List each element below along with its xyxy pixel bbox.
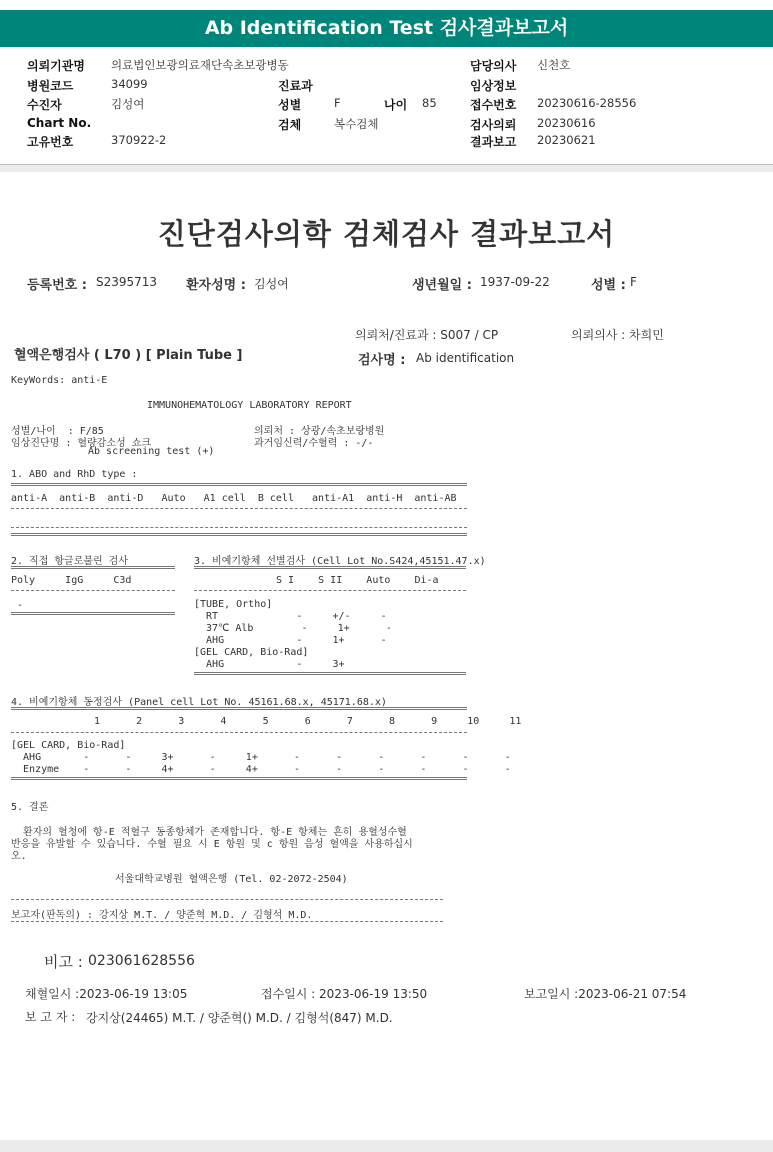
section-2-title: 2. 직접 항글로불린 검사 — [11, 556, 129, 567]
receipt-no-label: 접수번호 — [470, 98, 517, 112]
chart-no-label: Chart No. — [27, 116, 92, 130]
bottom-band — [0, 1140, 773, 1152]
request-label: 검사의뢰 — [470, 118, 517, 132]
reporter-bottom-label: 보 고 자 : — [25, 1010, 76, 1024]
specimen-value: 복수검체 — [334, 117, 379, 131]
section-3-title: 3. 비예기항체 선별검사 (Cell Lot No.S424,45151.47.x) — [194, 556, 486, 567]
dat-header: Poly IgG C3d — [11, 575, 132, 586]
section-5-title: 5. 결론 — [11, 802, 49, 813]
receipt-no-value: 20230616-28556 — [537, 96, 637, 110]
note-value: 023061628556 — [88, 953, 195, 969]
divider — [11, 508, 467, 509]
sex-label-report: 성별 : — [591, 278, 626, 293]
screening-row: RT - +/- - — [194, 611, 387, 622]
unique-no-value: 370922-2 — [111, 133, 167, 147]
screening-header: S I S II Auto Di-a — [276, 575, 439, 586]
screening-row: 37℃ Alb - 1+ - — [194, 623, 392, 634]
history-line: 과거임신력/수혈력 : -/- — [254, 438, 374, 449]
hospital-value: 의료법인보광의료재단속초보광병동 — [111, 58, 289, 72]
dept-label: 진료과 — [278, 79, 313, 93]
conclusion-line: 환자의 혈청에 항-E 적혈구 동종항체가 존재합니다. 항-E 항체는 흔히 용혈성수혈 — [11, 827, 407, 838]
doctor-label: 담당의사 — [470, 59, 517, 73]
sex-value-report: F — [630, 275, 637, 289]
age-label: 나이 — [384, 98, 408, 112]
hospital-code-value: 34099 — [111, 77, 148, 91]
patient-value: 김성여 — [111, 97, 145, 111]
test-code: 혈액은행검사 ( L70 ) [ Plain Tube ] — [14, 348, 243, 363]
panel-header: 1 2 3 4 5 6 7 8 9 10 11 — [94, 716, 522, 727]
report-time: 보고일시 :2023-06-21 07:54 — [524, 987, 687, 1001]
screening-line: Ab screening test (+) — [88, 446, 215, 457]
patient-info-panel — [0, 47, 773, 165]
specimen-label: 검체 — [278, 118, 302, 132]
screening-row: AHG - 3+ — [194, 659, 345, 670]
divider — [11, 612, 175, 615]
report-value: 20230621 — [537, 133, 596, 147]
divider — [194, 590, 466, 591]
main-title: 진단검사의학 검체검사 결과보고서 — [157, 217, 616, 251]
divider — [11, 899, 443, 900]
divider — [11, 732, 467, 733]
reporter-line: 보고자(판독의) : 강지상 M.T. / 양준혁 M.D. / 김형석 M.D. — [11, 910, 313, 921]
doctor-value: 신천호 — [537, 58, 571, 72]
panel-row: AHG - - 3+ - 1+ - - - - - - — [11, 752, 511, 763]
reg-label: 등록번호 : — [27, 278, 87, 293]
screening-row: [TUBE, Ortho] — [194, 599, 273, 610]
divider — [194, 672, 466, 675]
divider — [11, 483, 467, 486]
hospital-code-label: 병원코드 — [27, 79, 74, 93]
screening-row: AHG - 1+ - — [194, 635, 387, 646]
conclusion-line: 오. — [11, 851, 27, 862]
report-label: 결과보고 — [470, 135, 517, 149]
origin-line: 의뢰처 : 상광/속초보랑병원 — [254, 426, 385, 437]
receive-time: 접수일시 : 2023-06-19 13:50 — [261, 987, 428, 1001]
collect-time: 채혈일시 :2023-06-19 13:05 — [25, 987, 188, 1001]
divider — [11, 777, 467, 780]
conclusion-line: 반응을 유발할 수 있습니다. 수혈 필요 시 E 항원 및 c 항원 음성 혈액을 사용하십시 — [11, 839, 413, 850]
divider — [11, 533, 467, 536]
blood-bank-contact: 서울대학교병원 혈액은행 (Tel. 02-2072-2504) — [115, 874, 348, 885]
reg-value: S2395713 — [96, 275, 158, 289]
reporter-bottom-value: 강지상(24465) M.T. / 양준혁() M.D. / 김형석(847) M.D. — [86, 1011, 393, 1025]
divider — [11, 590, 175, 591]
keywords: KeyWords: anti-E — [11, 375, 108, 386]
dob-label: 생년월일 : — [412, 278, 472, 293]
age-value: 85 — [422, 96, 437, 110]
divider — [11, 707, 467, 710]
screening-row: [GEL CARD, Bio-Rad] — [194, 647, 309, 658]
patient-label: 수진자 — [27, 98, 62, 112]
lab-title: IMMUNOHEMATOLOGY LABORATORY REPORT — [147, 400, 352, 411]
test-name-value: Ab identification — [416, 351, 515, 365]
abo-header: anti-A anti-B anti-D Auto A1 cell B cell anti-A1 anti-H anti-AB — [11, 493, 457, 504]
dat-value: - — [17, 600, 24, 611]
clinical-label: 임상정보 — [470, 79, 517, 93]
name-label: 환자성명 : — [186, 278, 246, 293]
divider — [11, 921, 443, 922]
note-label: 비고 : — [44, 953, 83, 971]
unique-no-label: 고유번호 — [27, 135, 74, 149]
divider-band — [0, 165, 773, 172]
doctor-line: 의뢰의사 : 차희민 — [571, 328, 664, 342]
section-4-title: 4. 비예기항체 동정검사 (Panel cell Lot No. 45161.68.x, 45171.68.x) — [11, 697, 387, 708]
sex-label: 성별 — [278, 98, 302, 112]
panel-row: Enzyme - - 4+ - 4+ - - - - - - — [11, 764, 511, 775]
divider — [11, 527, 467, 528]
sex-value: F — [334, 96, 341, 110]
hospital-label: 의뢰기관명 — [27, 59, 85, 73]
divider — [11, 566, 175, 569]
report-document — [0, 172, 773, 1140]
diagnosis-line: 임상진단명 : 혈량감소성 쇼크 — [11, 438, 152, 449]
report-title-bar: Ab Identification Test 검사결과보고서 — [0, 10, 773, 47]
dob-value: 1937-09-22 — [480, 275, 550, 289]
sexage-line: 성별/나이 : F/85 — [11, 426, 104, 437]
section-1-title: 1. ABO and RhD type : — [11, 469, 138, 480]
panel-row: [GEL CARD, Bio-Rad] — [11, 740, 126, 751]
divider — [194, 566, 466, 569]
test-name-label: 검사명 : — [358, 353, 406, 368]
name-value: 김성여 — [254, 277, 289, 291]
request-value: 20230616 — [537, 116, 596, 130]
dept-line: 의뢰처/진료과 : S007 / CP — [355, 328, 499, 342]
